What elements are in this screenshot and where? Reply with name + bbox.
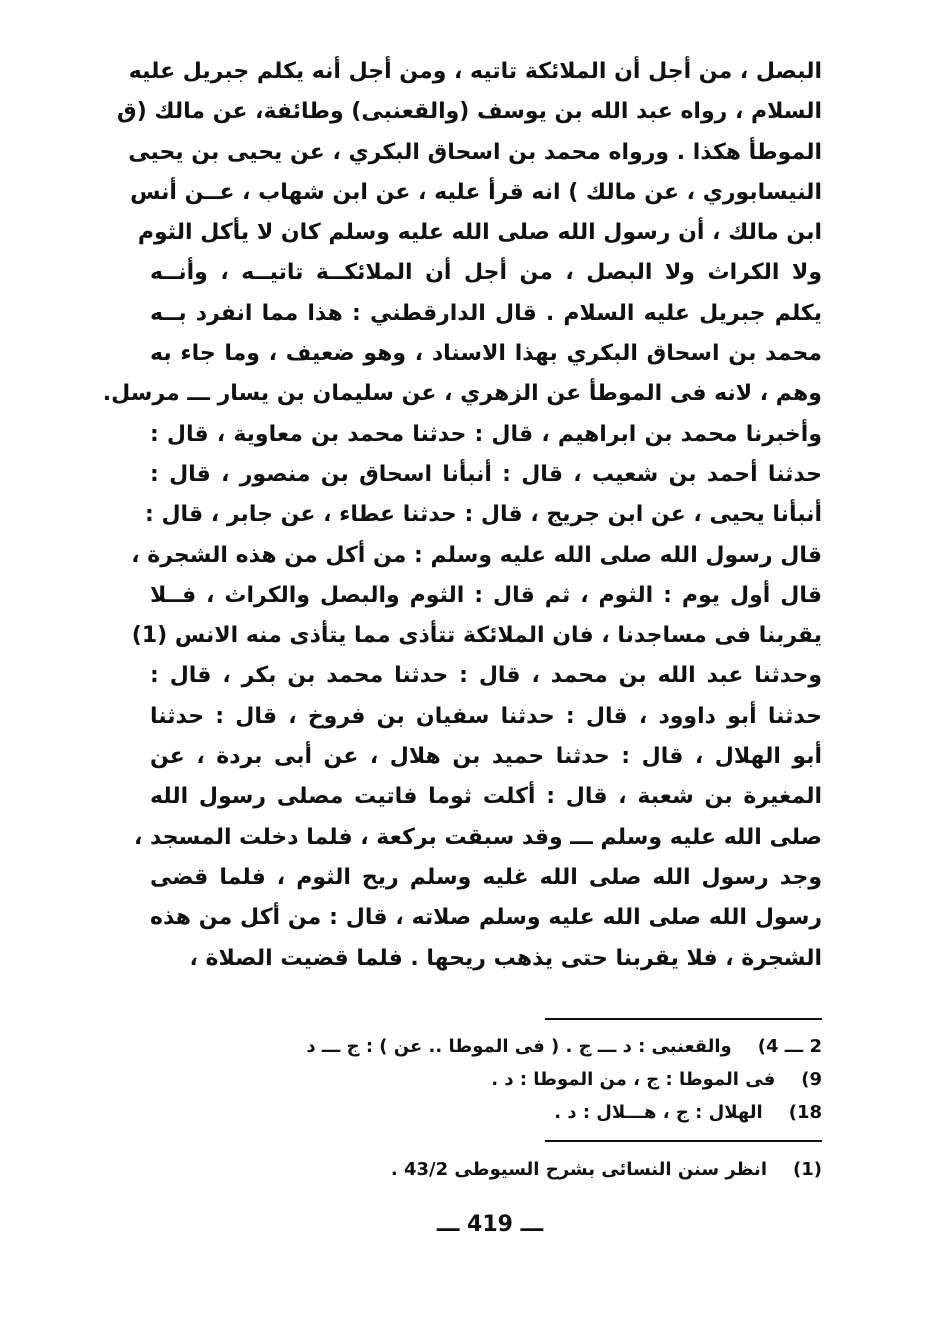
text-line: قال رسول الله صلى الله عليه وسلم : من أكل من هذه الشجرة ، bbox=[131, 542, 822, 568]
text-line: يكلم جبريل عليه السلام . قال الدارقطني : هذا مما انفرد بــه bbox=[150, 300, 822, 326]
apparatus-text: والقعنبى : د ـــ ج . ( فى الموطا .. عن ) : ج ـــ د bbox=[306, 1036, 732, 1057]
text-line: أنبأنا يحيى ، عن ابن جريج ، قال : حدثنا عطاء ، عن جابر ، قال : bbox=[144, 502, 822, 528]
text-line: قال أول يوم : الثوم ، ثم قال : الثوم والبصل والكراث ، فــلا bbox=[150, 582, 822, 608]
text-line: السلام ، رواه عبد الله بن يوسف (والقعنبى) وطائفة، عن مالك (ق bbox=[117, 99, 822, 125]
footnote-text: انظر سنن النسائى بشرح السيوطى 43/2 . bbox=[390, 1159, 767, 1180]
text-line: أبو الهلال ، قال : حدثنا حميد بن هلال ، عن أبى بردة ، عن bbox=[150, 744, 822, 770]
apparatus-line-ref: 2 ـــ 4) bbox=[757, 1036, 822, 1057]
apparatus-note bbox=[230, 1063, 822, 1096]
text-line: الموطأ هكذا . ورواه محمد بن اسحاق البكري ، عن يحيى بن يحيى bbox=[128, 139, 822, 165]
text-line: محمد بن اسحاق البكري بهذا الاسناد ، وهو ضعيف ، وما جاء به bbox=[150, 341, 822, 367]
apparatus-text: الهلال : ج ، هـــلال : د . bbox=[554, 1102, 763, 1123]
apparatus-line-ref: 9) bbox=[801, 1069, 822, 1090]
text-line: حدثنا أبو داوود ، قال : حدثنا سفيان بن فروخ ، قال : حدثنا bbox=[150, 703, 822, 729]
apparatus-divider bbox=[545, 1018, 822, 1020]
text-line: وجد رسول الله صلى الله غليه وسلم ريح الثوم ، فلما قضى bbox=[150, 864, 822, 890]
main-text bbox=[102, 52, 822, 979]
footnote-divider bbox=[545, 1140, 822, 1142]
text-line: رسول الله صلى الله عليه وسلم صلاته ، قال : من أكل من هذه bbox=[150, 905, 822, 931]
footnote bbox=[230, 1153, 822, 1187]
text-line: حدثنا أحمد بن شعيب ، قال : أنبأنا اسحاق بن منصور ، قال : bbox=[150, 461, 822, 487]
apparatus-note bbox=[230, 1030, 822, 1063]
text-line: صلى الله عليه وسلم ـــ وقد سبقت بركعة ، فلما دخلت المسجد ، bbox=[133, 824, 822, 850]
text-line: وحدثنا عبد الله بن محمد ، قال : حدثنا محمد بن بكر ، قال : bbox=[150, 663, 822, 689]
apparatus-text: فى الموطا : ج ، من الموطا : د . bbox=[491, 1069, 776, 1090]
text-line: ولا الكراث ولا البصل ، من أجل أن الملائكــة تاتيــه ، وأنــه bbox=[150, 260, 822, 286]
text-line: وهم ، لانه فى الموطأ عن الزهري ، عن سليمان بن يسار ـــ مرسل. bbox=[102, 381, 822, 407]
text-line: وأخبرنا محمد بن ابراهيم ، قال : حدثنا محمد بن معاوية ، قال : bbox=[150, 421, 822, 447]
text-line: المغيرة بن شعبة ، قال : أكلت ثوما فاتيت مصلى رسول الله bbox=[150, 784, 822, 810]
text-line: البصل ، من أجل أن الملائكة تاتيه ، ومن أجل أنه يكلم جبريل عليه bbox=[128, 59, 822, 84]
critical-apparatus bbox=[230, 1030, 822, 1129]
apparatus-line-ref: 18) bbox=[788, 1102, 822, 1123]
text-line: ابن مالك ، أن رسول الله صلى الله عليه وسلم كان لا يأكل الثوم bbox=[137, 220, 822, 246]
text-line: يقربنا فى مساجدنا ، فان الملائكة تتأذى مما يتأذى منه الانس (1) bbox=[131, 623, 822, 649]
page-number: ـــ 419 ـــ bbox=[436, 1212, 544, 1237]
apparatus-note bbox=[230, 1096, 822, 1129]
text-line: النيسابوري ، عن مالك ) انه قرأ عليه ، عن ابن شهاب ، عــن أنس bbox=[130, 179, 822, 205]
text-line: الشجرة ، فلا يقربنا حتى يذهب ريحها . فلما قضيت الصلاة ، bbox=[189, 945, 822, 971]
footnote-number: (1) bbox=[793, 1159, 822, 1180]
